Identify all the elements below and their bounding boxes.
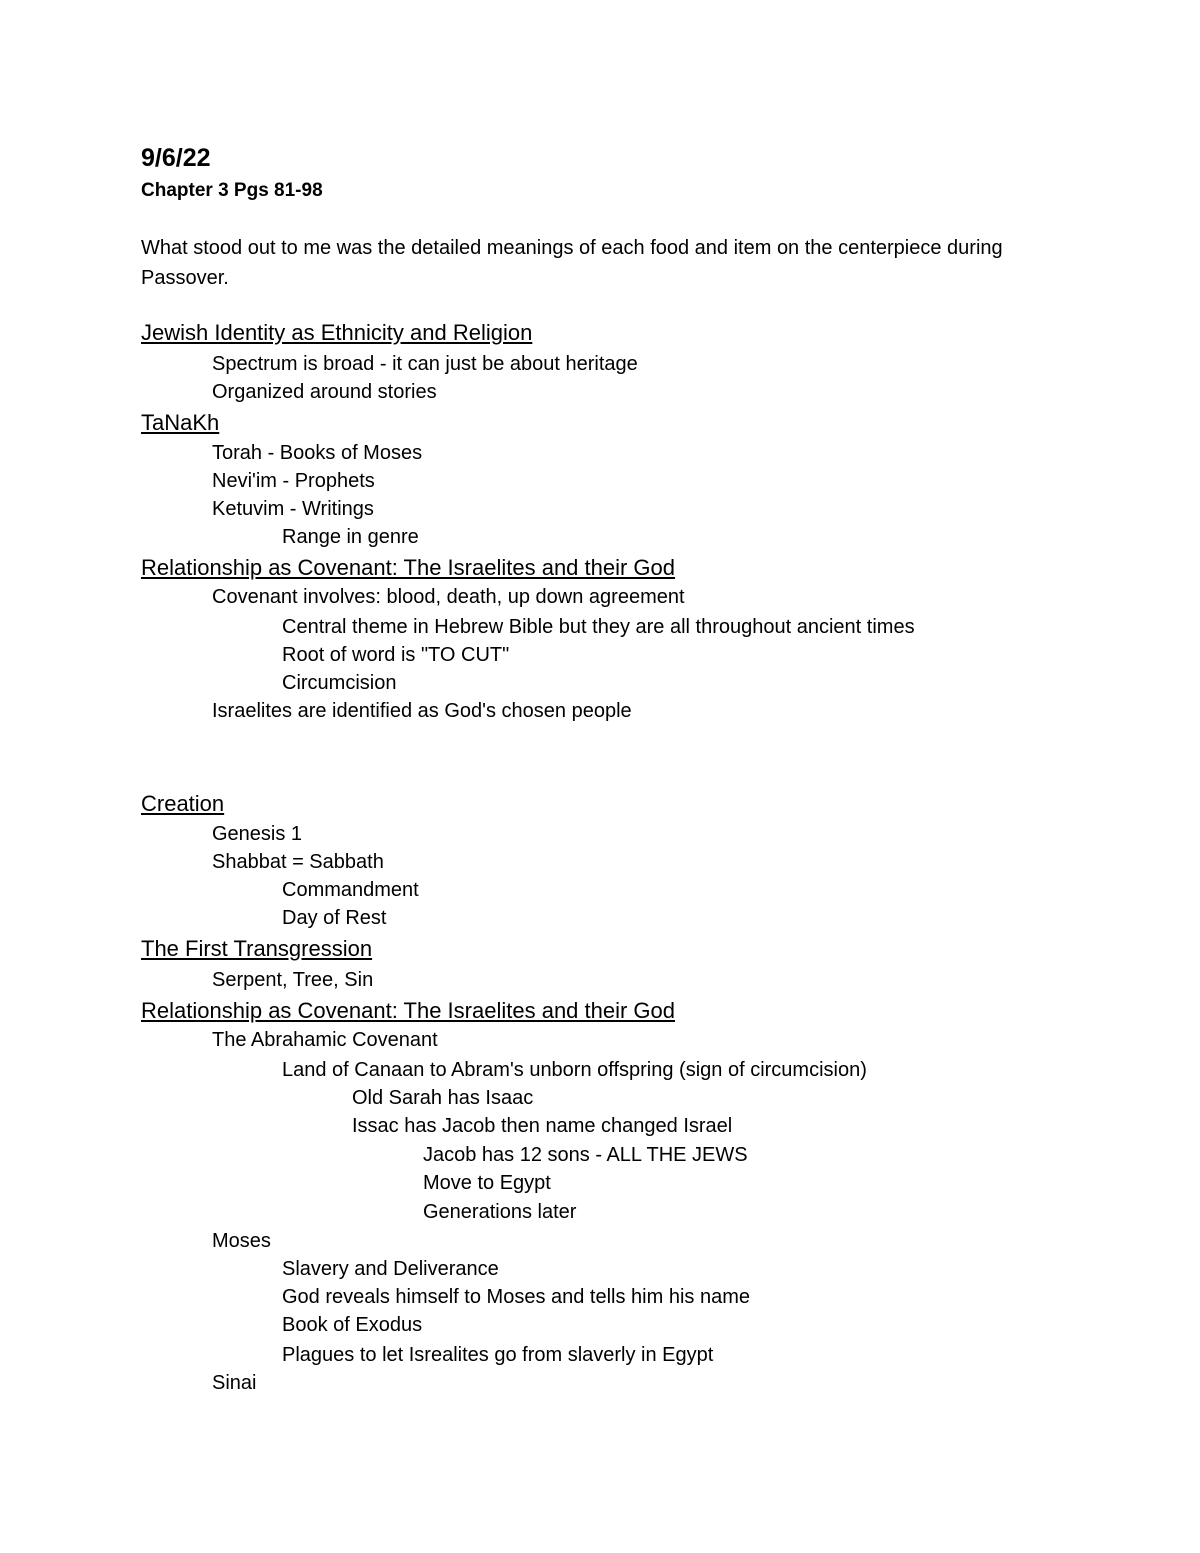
outline-item: Sinai bbox=[212, 1372, 257, 1394]
outline-subitem: Day of Rest bbox=[282, 907, 387, 929]
intro-paragraph: What stood out to me was the detailed meanings of each food and item on the centerpiece during Passover. bbox=[141, 237, 1003, 289]
outline-item: Spectrum is broad - it can just be about heritage bbox=[212, 353, 638, 375]
chapter-heading: Chapter 3 Pgs 81-98 bbox=[141, 180, 323, 201]
outline-item: Organized around stories bbox=[212, 381, 437, 403]
section-heading: Creation bbox=[141, 791, 225, 816]
section-heading: Relationship as Covenant: The Israelites and their God bbox=[141, 998, 676, 1023]
outline-subitem: Old Sarah has Isaac bbox=[352, 1087, 534, 1109]
section-heading: TaNaKh bbox=[141, 410, 220, 435]
outline-item: Nevi'im - Prophets bbox=[212, 470, 375, 492]
outline-subitem: Jacob has 12 sons - ALL THE JEWS bbox=[423, 1144, 748, 1166]
outline-subitem: Circumcision bbox=[282, 672, 397, 694]
outline-subitem: Range in genre bbox=[282, 526, 419, 548]
outline-subitem: Land of Canaan to Abram's unborn offspring (sign of circumcision) bbox=[282, 1059, 867, 1081]
outline-item: Genesis 1 bbox=[212, 823, 303, 845]
section-heading: Relationship as Covenant: The Israelites and their God bbox=[141, 555, 676, 580]
outline-item: Torah - Books of Moses bbox=[212, 442, 423, 464]
outline-subitem: Generations later bbox=[423, 1201, 577, 1223]
outline-item: Covenant involves: blood, death, up down agreement bbox=[212, 586, 685, 608]
outline-item: Serpent, Tree, Sin bbox=[212, 969, 374, 991]
outline-item: The Abrahamic Covenant bbox=[212, 1029, 438, 1051]
note-date: 9/6/22 bbox=[141, 144, 211, 172]
outline-subitem: Root of word is "TO CUT" bbox=[282, 644, 510, 666]
outline-item: Shabbat = Sabbath bbox=[212, 851, 384, 873]
outline-subitem: God reveals himself to Moses and tells him his name bbox=[282, 1286, 750, 1308]
outline-subitem: Issac has Jacob then name changed Israel bbox=[352, 1115, 733, 1137]
outline-subitem: Book of Exodus bbox=[282, 1314, 423, 1336]
section-heading: The First Transgression bbox=[141, 936, 373, 961]
outline-subitem: Slavery and Deliverance bbox=[282, 1258, 499, 1280]
outline-item: Ketuvim - Writings bbox=[212, 498, 374, 520]
outline-subitem: Commandment bbox=[282, 879, 419, 901]
outline-item: Moses bbox=[212, 1230, 271, 1252]
outline-subitem: Central theme in Hebrew Bible but they are all throughout ancient times bbox=[282, 616, 915, 638]
outline-item: Israelites are identified as God's chosen people bbox=[212, 700, 632, 722]
outline-subitem: Plagues to let Isrealites go from slaverly in Egypt bbox=[282, 1344, 714, 1366]
outline-subitem: Move to Egypt bbox=[423, 1172, 551, 1194]
section-heading: Jewish Identity as Ethnicity and Religion bbox=[141, 320, 533, 345]
